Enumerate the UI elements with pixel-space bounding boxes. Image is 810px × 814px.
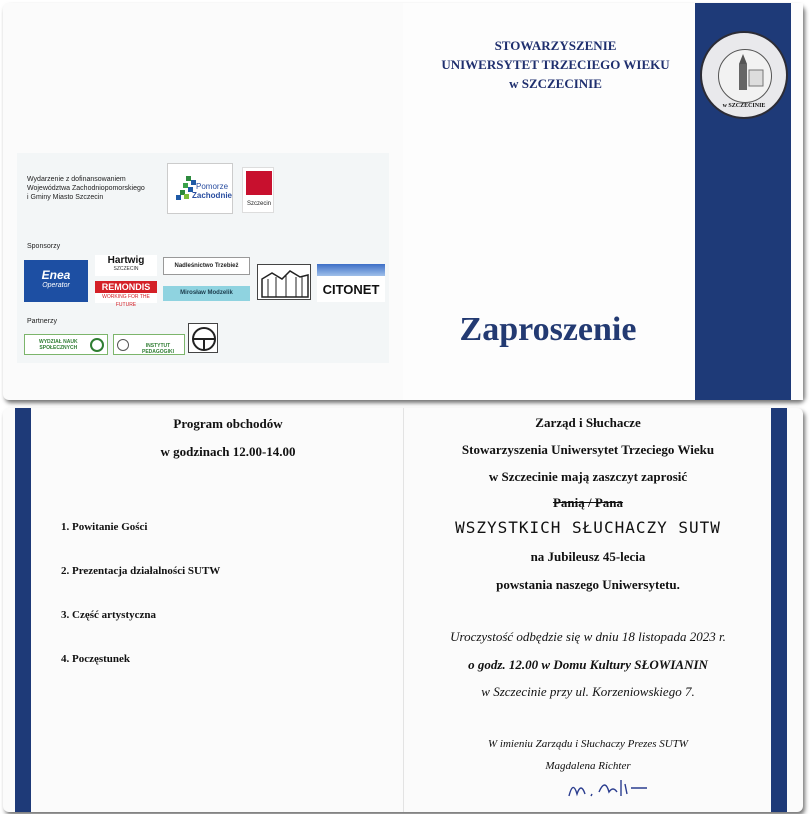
remondis-name: REMONDIS (95, 281, 157, 293)
nadlesnictwo-logo: Nadleśnictwo Trzebież (163, 257, 250, 275)
wydzial-line: SPOŁECZNYCH (39, 345, 78, 351)
program-hours: w godzinach 12.00-14.00 (160, 444, 296, 459)
invite-line: na Jubileusz 45-lecia (530, 549, 646, 564)
citonet-wave-icon (317, 264, 385, 276)
association-name (413, 36, 698, 93)
invitation-title: Zaproszenie (459, 311, 637, 348)
invitation-cover (3, 3, 803, 400)
association-line: w SZCZECINIE (509, 76, 602, 91)
hartwig-city: SZCZECIN (113, 266, 139, 272)
invite-line: Zarząd i Słuchacze (535, 415, 641, 430)
pomorze-zachodnie-logo (167, 163, 233, 214)
event-address: w Szczecinie przy ul. Korzeniowskiego 7. (481, 684, 695, 699)
wydzial-logo (24, 334, 108, 355)
citonet-logo (317, 264, 385, 302)
cofinancing-line: Województwa Zachodniopomorskiego (27, 185, 145, 192)
modzelik-logo: Mirosław Modzelik (163, 286, 250, 301)
program-item: 1. Powitanie Gości (61, 521, 148, 533)
sponsor-panel (17, 153, 389, 363)
program-item: 2. Prezentacja działalności SUTW (61, 565, 221, 577)
right-blue-band (771, 408, 787, 812)
signatory-name: Magdalena Richter (545, 760, 631, 772)
zachodnie-label: Zachodnie (192, 191, 233, 200)
program-title: Program obchodów (173, 416, 283, 431)
wydzial-emblem-icon (90, 338, 104, 352)
event-date: Uroczystość odbędzie się w dniu 18 listopada 2023 r. (450, 629, 726, 644)
szczecin-emblem-icon (246, 171, 272, 195)
wydzial-text (39, 339, 78, 351)
wheel-icon (189, 324, 219, 354)
instytut-label: INSTYTUT PEDAGOGIKI (142, 343, 174, 355)
citonet-name: CITONET (322, 282, 380, 297)
remondis-slogan: WORKING FOR THE FUTURE (102, 294, 150, 308)
enea-name: Enea (41, 268, 71, 282)
instytut-logo (113, 334, 185, 355)
event-time-place: o godz. 12.00 w Domu Kultury SŁOWIANIN (468, 657, 708, 672)
signature-caption: W imieniu Zarządu i Słuchaczy Prezes SUTW (487, 738, 689, 750)
wydzial-line: WYDZIAŁ NAUK (39, 339, 78, 345)
fold-line (403, 408, 404, 812)
instytut-emblem-icon (117, 339, 129, 351)
hartwig-name: Hartwig (107, 255, 145, 266)
invite-line: powstania naszego Uniwersytetu. (496, 577, 680, 592)
cofinancing-line: i Gminy Miasto Szczecin (27, 194, 104, 201)
invite-line: Stowarzyszenia Uniwersytet Trzeciego Wieku (461, 442, 715, 457)
building-icon (258, 265, 312, 301)
invite-line: w Szczecinie mają zaszczyt zaprosić (488, 469, 688, 484)
sponsors-label: Sponsorzy (27, 243, 61, 250)
association-line: STOWARZYSZENIE (494, 38, 617, 53)
pomorze-label: Pomorze (196, 182, 229, 191)
tower-icon (719, 50, 771, 102)
remondis-logo (95, 281, 157, 308)
cofinancing-line: Wydarzenie z dofinansowaniem (27, 176, 126, 183)
cofinancing-text (27, 175, 145, 202)
left-blue-band (15, 408, 31, 812)
enea-operator: Operator (42, 282, 70, 289)
handwritten-guest: WSZYSTKICH SŁUCHACZY SUTW (455, 518, 721, 537)
building-logo (257, 264, 311, 300)
enea-logo (24, 260, 88, 302)
invite-salutation: Panią / Pana (552, 495, 624, 510)
hartwig-logo (95, 255, 157, 276)
association-line: UNIWERSYTET TRZECIEGO WIEKU (441, 57, 670, 72)
program-item: 4. Poczęstunek (61, 653, 131, 665)
invitation-inside (3, 408, 803, 812)
partner-emblem-logo (188, 323, 218, 353)
association-seal (700, 31, 788, 119)
partners-label: Partnerzy (27, 318, 57, 325)
seal-text: w SZCZECINIE (722, 103, 766, 109)
szczecin-logo (242, 167, 274, 213)
signature-icon (565, 774, 649, 802)
seal-tower-icon (718, 49, 772, 103)
program-item: 3. Część artystyczna (61, 609, 156, 621)
szczecin-label: Szczecin (246, 201, 271, 207)
